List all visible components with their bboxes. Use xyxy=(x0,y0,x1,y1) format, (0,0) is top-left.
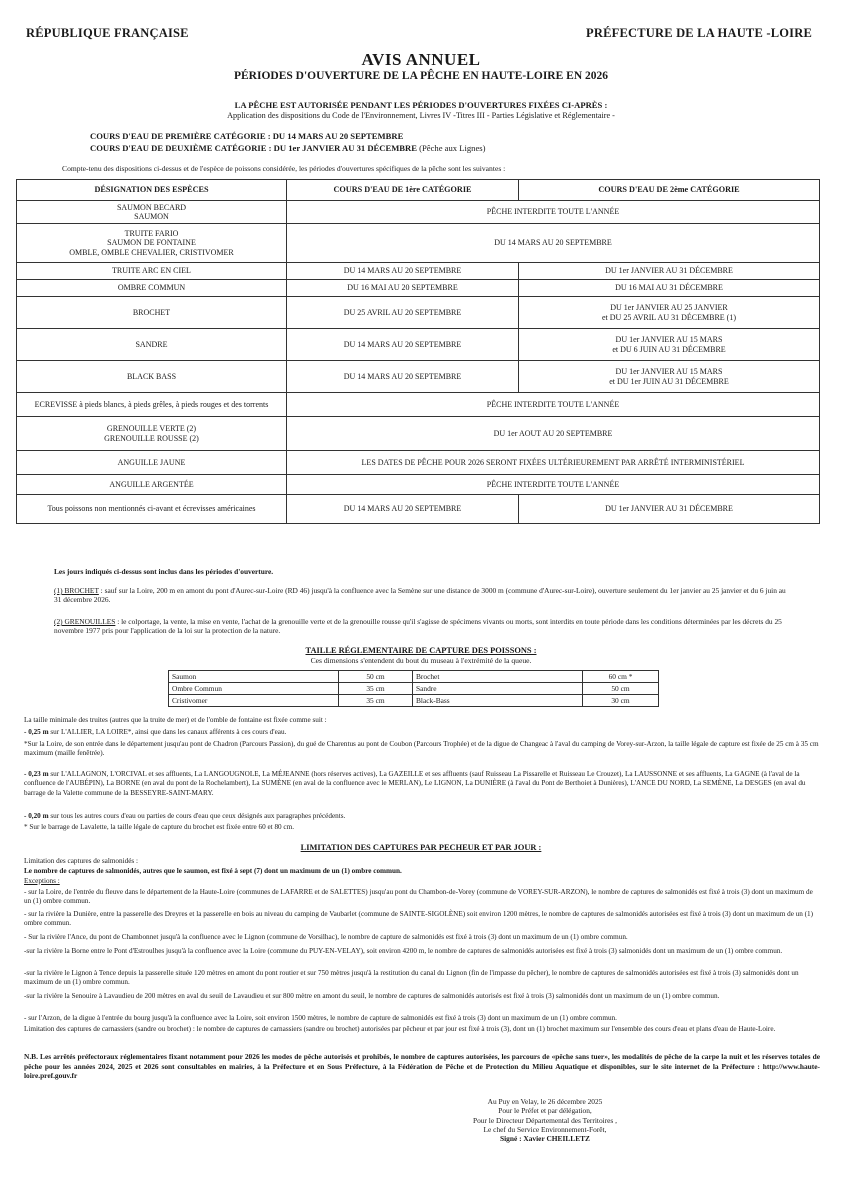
trout-line3-size: - 0,23 m xyxy=(24,770,49,778)
period-cell-both: PÊCHE INTERDITE TOUTE L'ANNÉE xyxy=(287,475,820,495)
grenouilles-note xyxy=(54,617,794,636)
size-value: 50 cm xyxy=(339,671,413,683)
signature-place-date: Au Puy en Velay, le 26 décembre 2025 xyxy=(487,1097,603,1106)
days-included-note: Les jours indiqués ci-dessus sont inclus dans les périodes d'ouverture. xyxy=(54,567,274,576)
limits-p6: -sur la rivière la Borne entre le Pont d'Estroulhes jusqu'à la confluence avec la Loire (commune du PUY-EN-VELAY), soit environ 4200 m, le nombre de captures de salmonidés autorisées est fixé à trois (3) salmonidés dont un maximum de un (1) ombre commun. xyxy=(24,947,783,955)
category2-line xyxy=(90,143,485,153)
period-cell-both: DU 14 MARS AU 20 SEPTEMBRE xyxy=(287,224,820,263)
period-cell-cat1: DU 14 MARS AU 20 SEPTEMBRE xyxy=(287,495,519,524)
period-cell-both: DU 1er AOUT AU 20 SEPTEMBRE xyxy=(287,417,820,451)
trout-line1-size: - 0,25 m xyxy=(24,728,49,736)
table-row xyxy=(169,683,659,695)
limits-p8: -sur la rivière la Senouire à Lavaudieu de 200 mètres en aval du seuil de Lavaudieu et sur 800 mètre en amont du seuil, le nombre de captures de salmonidés autorisés est fixé à trois (3) salmonidés dont un maximum de un (1) ombre commun. xyxy=(24,992,720,1000)
trout-line4 xyxy=(24,812,820,821)
period-cell-cat2: DU 1er JANVIER AU 15 MARS et DU 6 JUIN AU 31 DÉCEMBRE xyxy=(519,329,820,361)
table-row xyxy=(17,475,820,495)
species-cell: Tous poissons non mentionnés ci-avant et écrevisses américaines xyxy=(17,495,287,524)
size-value: 60 cm * xyxy=(583,671,659,683)
category2-text: COURS D'EAU DE DEUXIÈME CATÉGORIE : DU 1er JANVIER AU 31 DÉCEMBRE xyxy=(90,143,417,153)
header-cat2: COURS D'EAU DE 2ème CATÉGORIE xyxy=(519,180,820,201)
grenouilles-note-text: : le colportage, la vente, la mise en vente, l'achat de la grenouille verte et de la grenouille rousse qu'il s'agisse de spécimens vivants ou morts, sont interdits en toute période dans les conditions déterminées par les décrets du 25 novembre 1977 pris pour l'application de la loi sur la protection de la nature. xyxy=(54,617,782,636)
period-cell-both: PÊCHE INTERDITE TOUTE L'ANNÉE xyxy=(287,201,820,224)
period-cell-cat1: DU 14 MARS AU 20 SEPTEMBRE xyxy=(287,329,519,361)
application-text: Application des dispositions du Code de l'Environnement, Livres IV -Titres III - Parties Législative et Réglementaire - xyxy=(227,111,615,120)
signature-name: Signé : Xavier CHEILLETZ xyxy=(499,1134,590,1143)
size-species: Ombre Commun xyxy=(169,683,339,695)
table-header-row xyxy=(17,180,820,201)
header-species: DÉSIGNATION DES ESPÈCES xyxy=(17,180,287,201)
table-row xyxy=(17,201,820,224)
periods-table xyxy=(16,179,820,524)
period-cell-both: LES DATES DE PÊCHE POUR 2026 SERONT FIXÉES ULTÉRIEUREMENT PAR ARRÊTÉ INTERMINISTÉRIEL xyxy=(287,451,820,475)
species-cell: BLACK BASS xyxy=(17,361,287,393)
size-value: 35 cm xyxy=(339,695,413,707)
species-cell: TRUITE FARIO SAUMON DE FONTAINE OMBLE, OMBLE CHEVALIER, CRISTIVOMER xyxy=(17,224,287,263)
trout-line3 xyxy=(24,770,820,798)
header-cat1: COURS D'EAU DE 1ère CATÉGORIE xyxy=(287,180,519,201)
trout-intro: La taille minimale des truites (autres que la truite de mer) et de l'omble de fontaine est fixée comme suit : xyxy=(24,716,327,724)
species-cell: ANGUILLE JAUNE xyxy=(17,451,287,475)
nb-paragraph: N.B. Les arrêtés préfectoraux réglementaires fixant notamment pour 2026 les modes de pêche autorisés et prohibés, le nombre de captures autorisées, les parcours de «pêche sans tuer», les modalités de pêche de la carpe la nuit et les réserves totales de pêche pour les années 2024, 2025 et 2026 sont consultables en mairies, à la Préfecture et en Sous Préfecture, à la Fédération de Pêche et de Protection du Milieu Aquatique et disponibles, sur le site internet de la Préfecture : http://www.haute-loire.pref.gouv.fr xyxy=(24,1052,820,1081)
sizes-table xyxy=(168,670,659,707)
category2-note: (Pêche aux Lignes) xyxy=(419,143,486,153)
limits-p0: Limitation des captures de salmonidés : xyxy=(24,857,138,865)
table-row xyxy=(17,451,820,475)
period-cell-cat1: DU 14 MARS AU 20 SEPTEMBRE xyxy=(287,361,519,393)
authorization-text: LA PÊCHE EST AUTORISÉE PENDANT LES PÉRIODES D'OUVERTURES FIXÉES CI-APRÈS : xyxy=(234,100,608,110)
signature-delegation: Pour le Préfet et par délégation, xyxy=(498,1106,592,1116)
table-row xyxy=(169,671,659,683)
trout-line1 xyxy=(24,728,820,737)
trout-line4-text: sur tous les autres cours d'eau ou parties de cours d'eau que ceux désignés aux paragraphes précédents. xyxy=(48,812,346,820)
species-cell: ECREVISSE à pieds blancs, à pieds grêles, à pieds rouges et des torrents xyxy=(17,393,287,417)
species-cell: BROCHET xyxy=(17,297,287,329)
category1-text: COURS D'EAU DE PREMIÈRE CATÉGORIE : DU 14 MARS AU 20 SEPTEMBRE xyxy=(90,131,404,141)
period-cell-cat2: DU 1er JANVIER AU 25 JANVIER et DU 25 AVRIL AU 31 DÉCEMBRE (1) xyxy=(519,297,820,329)
table-row xyxy=(17,417,820,451)
limits-p10: Limitation des captures de carnassiers (sandre ou brochet) : le nombre de captures de carnassiers (sandre ou brochet) autorisées par pêcheur et par jour est fixé à trois (3), dont un (1) brochet maximum sur l'ensemble des cours d'eau et plans d'eau de Haute-Loire. xyxy=(24,1025,776,1033)
trout-line4-size: - 0,20 m xyxy=(24,812,49,820)
period-cell-cat2: DU 16 MAI AU 31 DÉCEMBRE xyxy=(519,280,820,297)
table-row xyxy=(17,224,820,263)
species-cell: ANGUILLE ARGENTÉE xyxy=(17,475,287,495)
size-value: 50 cm xyxy=(583,683,659,695)
period-cell-cat1: DU 25 AVRIL AU 20 SEPTEMBRE xyxy=(287,297,519,329)
table-row xyxy=(17,280,820,297)
intro-text: Compte-tenu des dispositions ci-dessus et de l'espèce de poissons considérée, les périodes d'ouvertures spécifiques de la pêche sont les suivantes : xyxy=(62,164,506,173)
signature-block xyxy=(440,1097,650,1143)
header-right: PRÉFECTURE DE LA HAUTE -LOIRE xyxy=(586,26,812,40)
limits-p5: - Sur la rivière l'Ance, du pont de Chambonnet jusqu'à la confluence avec le Lignon (commune de Vorsilhac), le nombre de capture de salmonidés est fixé à trois (3) dont un maximum de un (1) ombre commun. xyxy=(24,933,628,941)
size-species: Saumon xyxy=(169,671,339,683)
table-row xyxy=(17,361,820,393)
period-cell-cat1: DU 16 MAI AU 20 SEPTEMBRE xyxy=(287,280,519,297)
brochet-note-text: : sauf sur la Loire, 200 m en amont du pont d'Aurec-sur-Loire (RD 46) jusqu'à la confluence avec la Semène sur une distance de 3000 m (commune d'Aurec-sur-Loire), ouverture seulement du 1er janvier au 25 janvier et du 6 juin au 31 décembre 2026. xyxy=(54,586,786,605)
limits-p3: - sur la Loire, de l'entrée du fleuve dans le département de la Haute-Loire (communes de LAFARRE et de SALETTES) jusqu'au pont du Chambon-de-Vorey (commune de VOREY-SUR-ARZON), le nombre de captures de salmonidés est fixé à trois (3) dont un maximum de un (1) ombre commun. xyxy=(24,888,813,906)
signature-chief: Le chef du Service Environnement-Forêt, xyxy=(483,1124,607,1134)
table-row xyxy=(17,297,820,329)
period-cell-cat2: DU 1er JANVIER AU 31 DÉCEMBRE xyxy=(519,263,820,280)
page-title: AVIS ANNUEL xyxy=(361,50,481,69)
trout-line1-text: sur L'ALLIER, LA LOIRE*, ainsi que dans les canaux afférents à ces cours d'eau. xyxy=(48,728,287,736)
grenouilles-note-label: (2) GRENOUILLES xyxy=(54,617,116,626)
limits-p2: Exceptions : xyxy=(24,877,60,885)
period-cell-cat2: DU 1er JANVIER AU 31 DÉCEMBRE xyxy=(519,495,820,524)
size-species: Brochet xyxy=(413,671,583,683)
limits-title: LIMITATION DES CAPTURES PAR PECHEUR ET PAR JOUR : xyxy=(300,843,542,852)
species-cell: GRENOUILLE VERTE (2) GRENOUILLE ROUSSE (2) xyxy=(17,417,287,451)
table-row xyxy=(17,263,820,280)
period-cell-cat2: DU 1er JANVIER AU 15 MARS et DU 1er JUIN AU 31 DÉCEMBRE xyxy=(519,361,820,393)
page-subtitle: PÉRIODES D'OUVERTURE DE LA PÊCHE EN HAUTE-LOIRE EN 2026 xyxy=(233,70,609,82)
size-value: 30 cm xyxy=(583,695,659,707)
table-row xyxy=(17,329,820,361)
trout-line2: *Sur la Loire, de son entrée dans le département jusqu'au pont de Chadron (Parcours Passion), du gué de Charentus au pont de Coubon (Parcours Trophée) et de la digue de Changeac à l'aval du camping de Vorey-sur-Arzon, la taille légale de capture est fixée de 25 cm à 35 cm maximum (maille fenêtrée). xyxy=(24,740,819,758)
species-cell: SAUMON BECARD SAUMON xyxy=(17,201,287,224)
size-species: Sandre xyxy=(413,683,583,695)
brochet-note-label: (1) BROCHET xyxy=(54,586,99,595)
size-value: 35 cm xyxy=(339,683,413,695)
limits-p4: - sur la rivière la Dunière, entre la passerelle des Dreyres et la passerelle en bois au niveau du camping de Vaubarlet (commune de SAINTE-SIGOLÈNE) soit environ 1200 mètres, le nombre de captures de salmonidés autorisées est fixé à trois (3) dont un maximum de un (1) ombre commun. xyxy=(24,910,814,928)
period-cell-cat1: DU 14 MARS AU 20 SEPTEMBRE xyxy=(287,263,519,280)
species-cell: OMBRE COMMUN xyxy=(17,280,287,297)
signature-director: Pour le Directeur Départemental des Territoires , xyxy=(472,1115,618,1125)
table-row xyxy=(17,495,820,524)
table-row xyxy=(17,393,820,417)
species-cell: SANDRE xyxy=(17,329,287,361)
size-species: Black-Bass xyxy=(413,695,583,707)
limits-p9: - sur l'Arzon, de la digue à l'entrée du bourg jusqu'à la confluence avec la Loire, soit environ 1500 mètres, le nombre de capture de salmonidés est fixé à trois (3) dont un maximum de un (1) ombre commun. xyxy=(24,1014,617,1022)
header-left: RÉPUBLIQUE FRANÇAISE xyxy=(26,26,189,40)
table-row xyxy=(169,695,659,707)
trout-line3-text: sur L'ALLAGNON, L'ORCIVAL et ses affluents, La LANGOUGNOLE, La MÉJEANNE (hors réserves actives), La GAZEILLE et ses affluents (sauf Ruisseau La Pissarelle et Ruisseau Le Crouzet), La LAUSSONNE et ses affluents, La GAGNE (à l'aval de la confluence de l'AUBÉPIN), La BORNE (en aval du pont de la Rochelambert), La SUMÈNE (en aval de la confluence avec le MERLAN), Le LIGNON, La DUNIÈRE (à l'aval du Pont de Berthoiet à Dunières), L'ANCE DU NORD, La SEMÈNE, La DESGES (en aval du barrage de la Valette commune de la BESSEYRE-SAINT-MARY. xyxy=(24,770,806,797)
sizes-subtitle: Ces dimensions s'entendent du bout du museau à l'extrémité de la queue. xyxy=(310,656,532,665)
trout-line5: * Sur le barrage de Lavalette, la taille légale de capture du brochet est fixée entre 60 et 80 cm. xyxy=(24,823,295,831)
brochet-note xyxy=(54,586,794,605)
size-species: Cristivomer xyxy=(169,695,339,707)
limits-p7: -sur la rivière le Lignon à Tence depuis la passerelle située 120 mètres en amont du pont routier et sur 750 mètres jusqu'à la restitution du canal du Lignon (fin de l'impasse du pêcher), le nombre de captures de salmonidés autorisées est fixé à trois (3) salmonidés dont un maximum de un (1) ombre commun. xyxy=(24,969,799,987)
sizes-title: TAILLE RÉGLEMENTAIRE DE CAPTURE DES POISSONS : xyxy=(305,646,537,655)
limits-p1: Le nombre de captures de salmonidés, autres que le saumon, est fixé à sept (7) dont un maximum de un (1) ombre commun. xyxy=(24,867,402,875)
period-cell-both: PÊCHE INTERDITE TOUTE L'ANNÉE xyxy=(287,393,820,417)
species-cell: TRUITE ARC EN CIEL xyxy=(17,263,287,280)
